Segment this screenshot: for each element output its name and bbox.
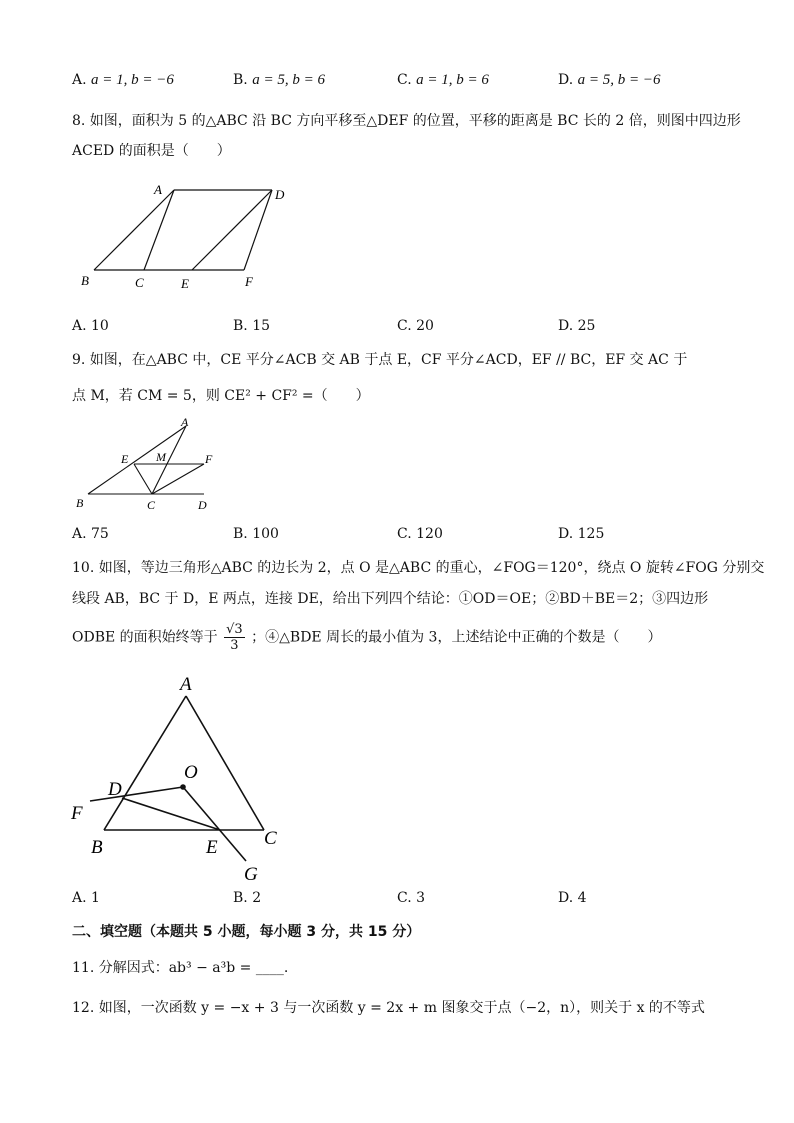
q11-stem: 11. 分解因式：ab³ − a³b = ____. xyxy=(72,960,289,976)
label-d: D xyxy=(198,498,207,512)
label-e: E xyxy=(181,276,189,291)
q10-option-c xyxy=(397,890,425,906)
label-m: M xyxy=(156,450,166,464)
option-letter: B. xyxy=(233,526,248,542)
q9-option-a xyxy=(72,526,109,542)
segment-ac xyxy=(144,190,174,270)
option-text: 100 xyxy=(252,526,279,542)
label-b: B xyxy=(81,273,89,288)
option-text: a = 1, b = −6 xyxy=(91,72,174,88)
q10-option-b xyxy=(233,890,261,906)
segment-ab xyxy=(94,190,174,270)
segment-ba xyxy=(88,426,186,494)
q12-stem: 12. 如图，一次函数 y = −x + 3 与一次函数 y = 2x + m 图象交于点（−2，n），则关于 x 的不等式 xyxy=(72,1000,705,1016)
fraction-numerator: √3 xyxy=(226,622,243,637)
label-a: A xyxy=(180,674,192,695)
q10-option-d xyxy=(558,890,587,906)
fraction-sqrt3-over-3 xyxy=(224,622,245,653)
q7-option-a xyxy=(72,72,174,89)
q8-figure xyxy=(76,180,306,295)
option-letter: D. xyxy=(558,526,574,542)
q10-stem-line1: 10. 如图，等边三角形△ABC 的边长为 2，点 O 是△ABC 的重心，∠FOG＝120°，绕点 O 旋转∠FOG 分别交 xyxy=(72,560,765,576)
option-letter: B. xyxy=(233,890,248,906)
q9-option-d xyxy=(558,526,604,542)
option-text: 10 xyxy=(91,318,109,334)
label-e: E xyxy=(121,452,129,466)
section2-heading: 二、填空题（本题共 5 小题，每小题 3 分，共 15 分） xyxy=(72,924,421,940)
label-a: A xyxy=(181,415,189,429)
option-text: 15 xyxy=(252,318,271,334)
option-letter: A. xyxy=(72,72,87,88)
label-d: D xyxy=(108,779,122,800)
option-text: 25 xyxy=(577,318,596,334)
option-letter: A. xyxy=(72,890,87,906)
q10-figure xyxy=(68,670,290,888)
option-text: 1 xyxy=(91,890,100,906)
option-text: 120 xyxy=(416,526,443,542)
label-c: C xyxy=(264,828,277,849)
line3-pre: ODBE 的面积始终等于 xyxy=(72,629,218,646)
q8-option-d xyxy=(558,318,595,334)
label-b: B xyxy=(76,496,84,510)
option-letter: D. xyxy=(558,890,574,906)
option-letter: A. xyxy=(72,526,87,542)
label-c: C xyxy=(135,275,144,290)
q10-stem-line2: 线段 AB，BC 于 D，E 两点，连接 DE，给出下列四个结论：①OD＝OE；②BD＋BE＝2；③四边形 xyxy=(72,591,709,607)
option-letter: C. xyxy=(397,72,412,88)
line3-post: ；④△BDE 周长的最小值为 3，上述结论中正确的个数是（ ） xyxy=(251,629,662,646)
q8-option-b xyxy=(233,318,270,334)
label-b: B xyxy=(91,837,103,858)
label-a: A xyxy=(154,182,162,197)
q7-option-d xyxy=(558,72,661,89)
option-letter: A. xyxy=(72,318,87,334)
label-d: D xyxy=(275,187,285,202)
segment-ab xyxy=(104,696,186,830)
option-text: 125 xyxy=(577,526,605,542)
q10-stem-line3 xyxy=(72,622,661,653)
label-f: F xyxy=(71,803,83,824)
q8-stem-line1: 8. 如图，面积为 5 的△ABC 沿 BC 方向平移至△DEF 的位置，平移的距离是 BC 长的 2 倍，则图中四边形 xyxy=(72,113,741,129)
point-o xyxy=(180,784,186,790)
label-g: G xyxy=(244,864,258,885)
option-letter: D. xyxy=(558,72,574,88)
option-text: a = 1, b = 6 xyxy=(416,72,489,88)
q8-option-a xyxy=(72,318,109,334)
option-text: 20 xyxy=(416,318,434,334)
label-e: E xyxy=(206,837,218,858)
ray-of xyxy=(90,787,183,801)
option-letter: B. xyxy=(233,318,248,334)
q7-option-c xyxy=(397,72,489,89)
option-text: 4 xyxy=(577,890,587,906)
option-letter: D. xyxy=(558,318,574,334)
option-text: 3 xyxy=(416,890,426,906)
fraction-denominator: 3 xyxy=(230,638,239,653)
q8-option-c xyxy=(397,318,434,334)
q9-stem-line1: 9. 如图，在△ABC 中，CE 平分∠ACB 交 AB 于点 E，CF 平分∠ACD，EF // BC，EF 交 AC 于 xyxy=(72,352,688,368)
q9-option-b xyxy=(233,526,279,542)
q9-option-c xyxy=(397,526,443,542)
option-letter: C. xyxy=(397,526,412,542)
label-f: F xyxy=(205,452,213,466)
option-text: 75 xyxy=(91,526,109,542)
option-letter: B. xyxy=(233,72,248,88)
q9-stem-line2: 点 M，若 CM = 5，则 CE² + CF² =（ ） xyxy=(72,388,370,404)
label-f: F xyxy=(245,274,253,289)
option-letter: C. xyxy=(397,318,412,334)
option-text: 2 xyxy=(252,890,262,906)
segment-de xyxy=(192,190,272,270)
q10-option-a xyxy=(72,890,100,906)
option-text: a = 5, b = −6 xyxy=(577,72,661,88)
q8-stem-line2: ACED 的面积是（ ） xyxy=(72,143,231,159)
label-c: C xyxy=(147,498,156,512)
option-text: a = 5, b = 6 xyxy=(252,72,325,88)
segment-df xyxy=(244,190,272,270)
option-letter: C. xyxy=(397,890,412,906)
label-o: O xyxy=(184,762,198,783)
segment-ec xyxy=(134,464,152,494)
q9-figure xyxy=(74,412,224,514)
q7-option-b xyxy=(233,72,325,89)
